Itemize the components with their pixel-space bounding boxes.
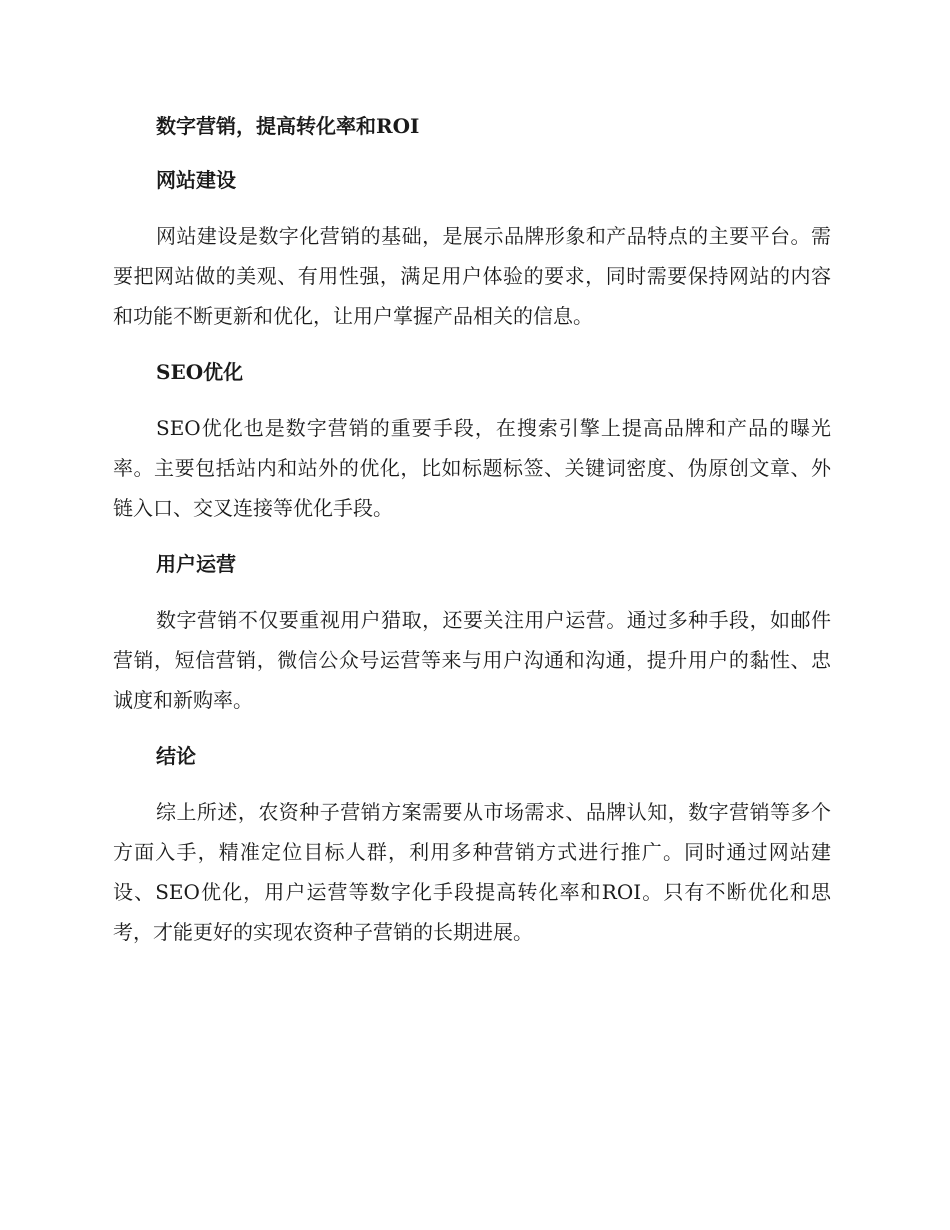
paragraph-user-operations: 数字营销不仅要重视用户猎取，还要关注用户运营。通过多种手段，如邮件营销，短信营销，微信公众号运营等来与用户沟通和沟通，提升用户的黏性、忠诚度和新购率。: [113, 608, 831, 712]
section-heading-seo: SEO优化: [156, 360, 244, 384]
section-heading-user-operations: 用户运营: [156, 552, 236, 576]
section-heading-conclusion: 结论: [156, 744, 196, 768]
paragraph-website: 网站建设是数字化营销的基础，是展示品牌形象和产品特点的主要平台。需要把网站做的美观、有用性强，满足用户体验的要求，同时需要保持网站的内容和功能不断更新和优化，让用户掌握产品相关的信息。: [113, 224, 831, 328]
section-heading-digital-marketing: 数字营销，提高转化率和ROI: [156, 114, 420, 138]
section-heading-website: 网站建设: [156, 168, 236, 192]
paragraph-conclusion: 综上所述，农资种子营销方案需要从市场需求、品牌认知，数字营销等多个方面入手，精准定位目标人群，利用多种营销方式进行推广。同时通过网站建设、SEO优化，用户运营等数字化手段提高转化率和ROI。只有不断优化和思考，才能更好的实现农资种子营销的长期进展。: [113, 800, 831, 944]
document-body: [113, 108, 831, 952]
paragraph-seo: SEO优化也是数字营销的重要手段，在搜索引擎上提高品牌和产品的曝光率。主要包括站内和站外的优化，比如标题标签、关键词密度、伪原创文章、外链入口、交叉连接等优化手段。: [113, 416, 831, 520]
